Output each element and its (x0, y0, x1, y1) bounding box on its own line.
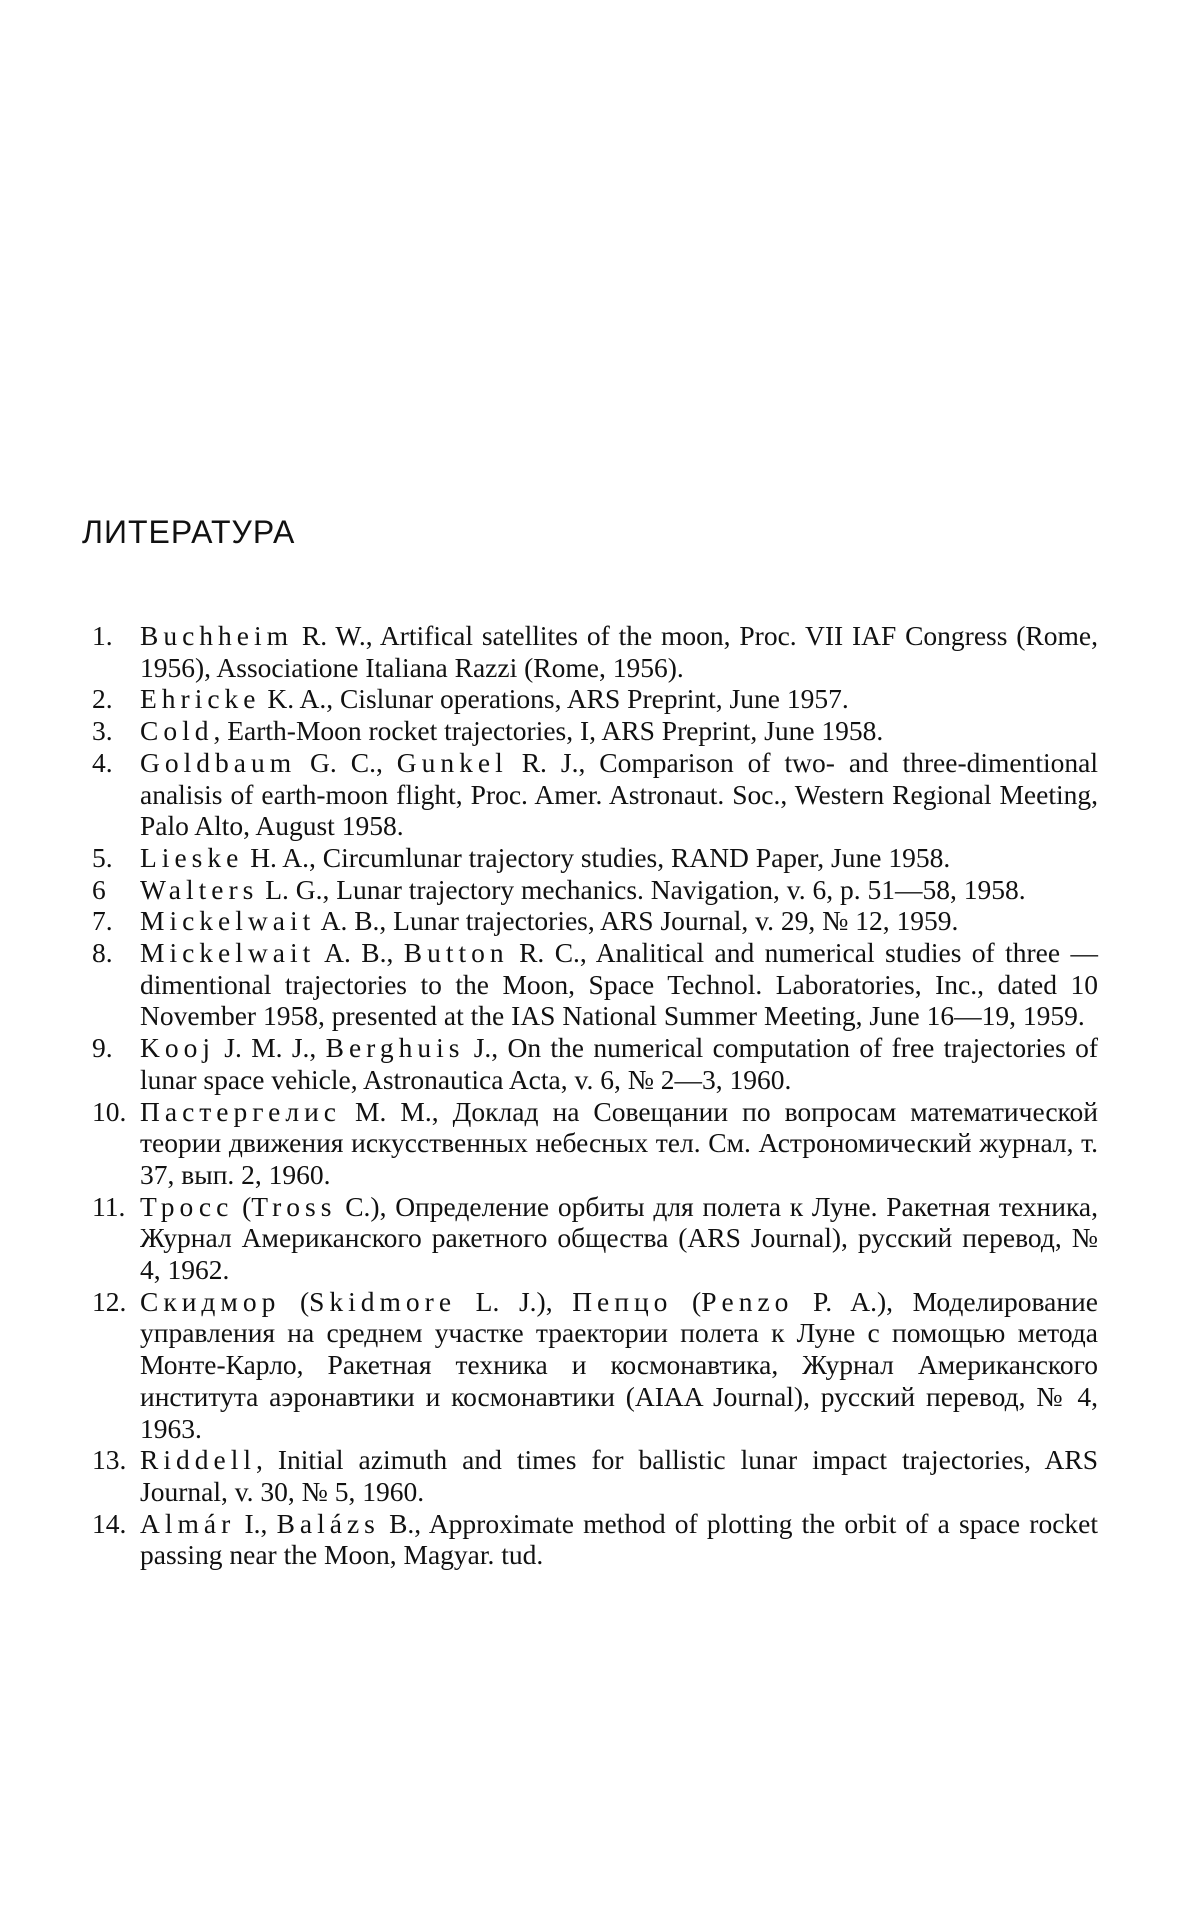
reference-author: Berghuis (325, 1032, 465, 1064)
reference-item (92, 842, 1098, 874)
reference-text: С.), Определение орбиты для полета к Луне. Ракетная техника, Журнал Американского ракетного общества (ARS Journal), русский перевод, № 4, 1962. (140, 1190, 1098, 1286)
reference-author: Ehricke (140, 683, 261, 715)
reference-text: R. J., Comparison of two- and three-dimentional analisis of earth-moon flight, Proc. Amer. Astronaut. Soc., Western Regional Meeting, Palo Alto, August 1958. (140, 746, 1098, 842)
reference-number: 7. (92, 905, 113, 937)
reference-number: 11. (92, 1190, 126, 1222)
reference-number: 5. (92, 841, 113, 873)
reference-item (92, 874, 1098, 906)
reference-author: Button (403, 937, 509, 969)
reference-number: 1. (92, 620, 113, 651)
reference-text: B., Approximate method of plotting the orbit of a space rocket passing near the Moon, Magyar. tud. (140, 1507, 1098, 1571)
reference-item (92, 1444, 1098, 1507)
reference-text: P. A.), Моделирование управления на среднем участке траектории полета к Луне с помощью метода Монте-Карло, Ракетная техника и космонавтика, Журнал Американского института аэронавтики и космонавтики (AIAA Journal), русский перевод, № 4, 1963. (140, 1285, 1098, 1444)
reference-item (92, 937, 1098, 1032)
reference-text: ( (233, 1190, 252, 1222)
reference-text: H. A., Circumlunar trajectory studies, RAND Paper, June 1958. (243, 841, 951, 873)
reference-text: J., On the numerical computation of free trajectories of lunar space vehicle, Astronautica Acta, v. 6, № 2—3, 1960. (140, 1032, 1098, 1095)
reference-item (92, 1096, 1098, 1191)
reference-author: Tross (251, 1190, 337, 1222)
reference-item (92, 1191, 1098, 1286)
page-title: ЛИТЕРАТУРА (82, 514, 296, 550)
reference-text: J. M. J., (215, 1032, 326, 1064)
reference-author: Lieske (140, 841, 244, 873)
reference-text: L. J.), (456, 1285, 573, 1317)
reference-item (92, 1286, 1098, 1445)
reference-number: 9. (92, 1032, 113, 1064)
reference-text: ( (672, 1285, 702, 1317)
reference-author: Walters (140, 873, 259, 905)
reference-item (92, 715, 1098, 747)
reference-text: , Initial azimuth and times for ballistic lunar impact trajectories, ARS Journal, v. 30, № 5, 1960. (140, 1444, 1098, 1507)
reference-author: Mickelwait (140, 905, 316, 937)
reference-item (92, 620, 1098, 683)
reference-number: 13. (92, 1444, 127, 1476)
reference-number: 12. (92, 1285, 127, 1317)
reference-author: Goldbaum (140, 746, 297, 778)
reference-text: ( (280, 1285, 310, 1317)
reference-number: 2. (92, 683, 113, 715)
reference-item (92, 1032, 1098, 1095)
reference-author: Penzo (701, 1285, 794, 1317)
reference-author: Riddell (140, 1444, 256, 1476)
reference-text: М. М., Доклад на Совещании по вопросам математической теории движения искусственных небесных тел. См. Астрономический журнал, т. 37, вып. 2, 1960. (140, 1095, 1098, 1190)
reference-number: 4. (92, 746, 113, 778)
reference-item (92, 905, 1098, 937)
reference-text: A. B., (315, 937, 404, 969)
reference-item (92, 683, 1098, 715)
reference-text: R. C., Analitical and numerical studies of three — dimentional trajectories to the Moon, Space Technol. Laboratories, Inc., dated 10 November 1958, presented at the IAS National Summer Meeting, June 16—19, 1959. (140, 937, 1098, 1032)
reference-number: 8. (92, 937, 113, 969)
reference-item (92, 1508, 1098, 1571)
reference-author: Buchheim (140, 620, 294, 651)
reference-number: 6 (92, 873, 106, 905)
reference-text: R. W., Artifical satellites of the moon, Proc. VII IAF Congress (Rome, 1956), Associatione Italiana Razzi (Rome, 1956). (140, 620, 1098, 683)
reference-author: Скидмор (140, 1285, 281, 1317)
reference-list (92, 620, 1098, 1571)
reference-number: 14. (92, 1507, 127, 1539)
reference-author: Gunkel (396, 746, 508, 778)
reference-author: Almár (140, 1507, 236, 1539)
reference-text: , Earth-Moon rocket trajectories, I, ARS Preprint, June 1958. (213, 715, 884, 747)
reference-author: Пастергелис (140, 1095, 342, 1127)
reference-author: Тросс (140, 1190, 234, 1222)
reference-text: K. A., Cislunar operations, ARS Preprint, June 1957. (260, 683, 849, 715)
reference-number: 3. (92, 715, 113, 747)
reference-author: Balázs (276, 1507, 380, 1539)
reference-text: G. C., (296, 746, 397, 778)
reference-author: Skidmore (309, 1285, 457, 1317)
reference-text: L. G., Lunar trajectory mechanics. Navigation, v. 6, p. 51—58, 1958. (258, 873, 1026, 905)
reference-text: A. B., Lunar trajectories, ARS Journal, v. 29, № 12, 1959. (315, 905, 959, 937)
reference-text: I., (235, 1507, 277, 1539)
reference-author: Cold (140, 715, 214, 747)
reference-author: Пепцо (572, 1285, 673, 1317)
reference-item (92, 747, 1098, 842)
reference-author: Mickelwait (140, 937, 316, 969)
reference-number: 10. (92, 1095, 127, 1127)
reference-author: Kooj (140, 1032, 215, 1064)
